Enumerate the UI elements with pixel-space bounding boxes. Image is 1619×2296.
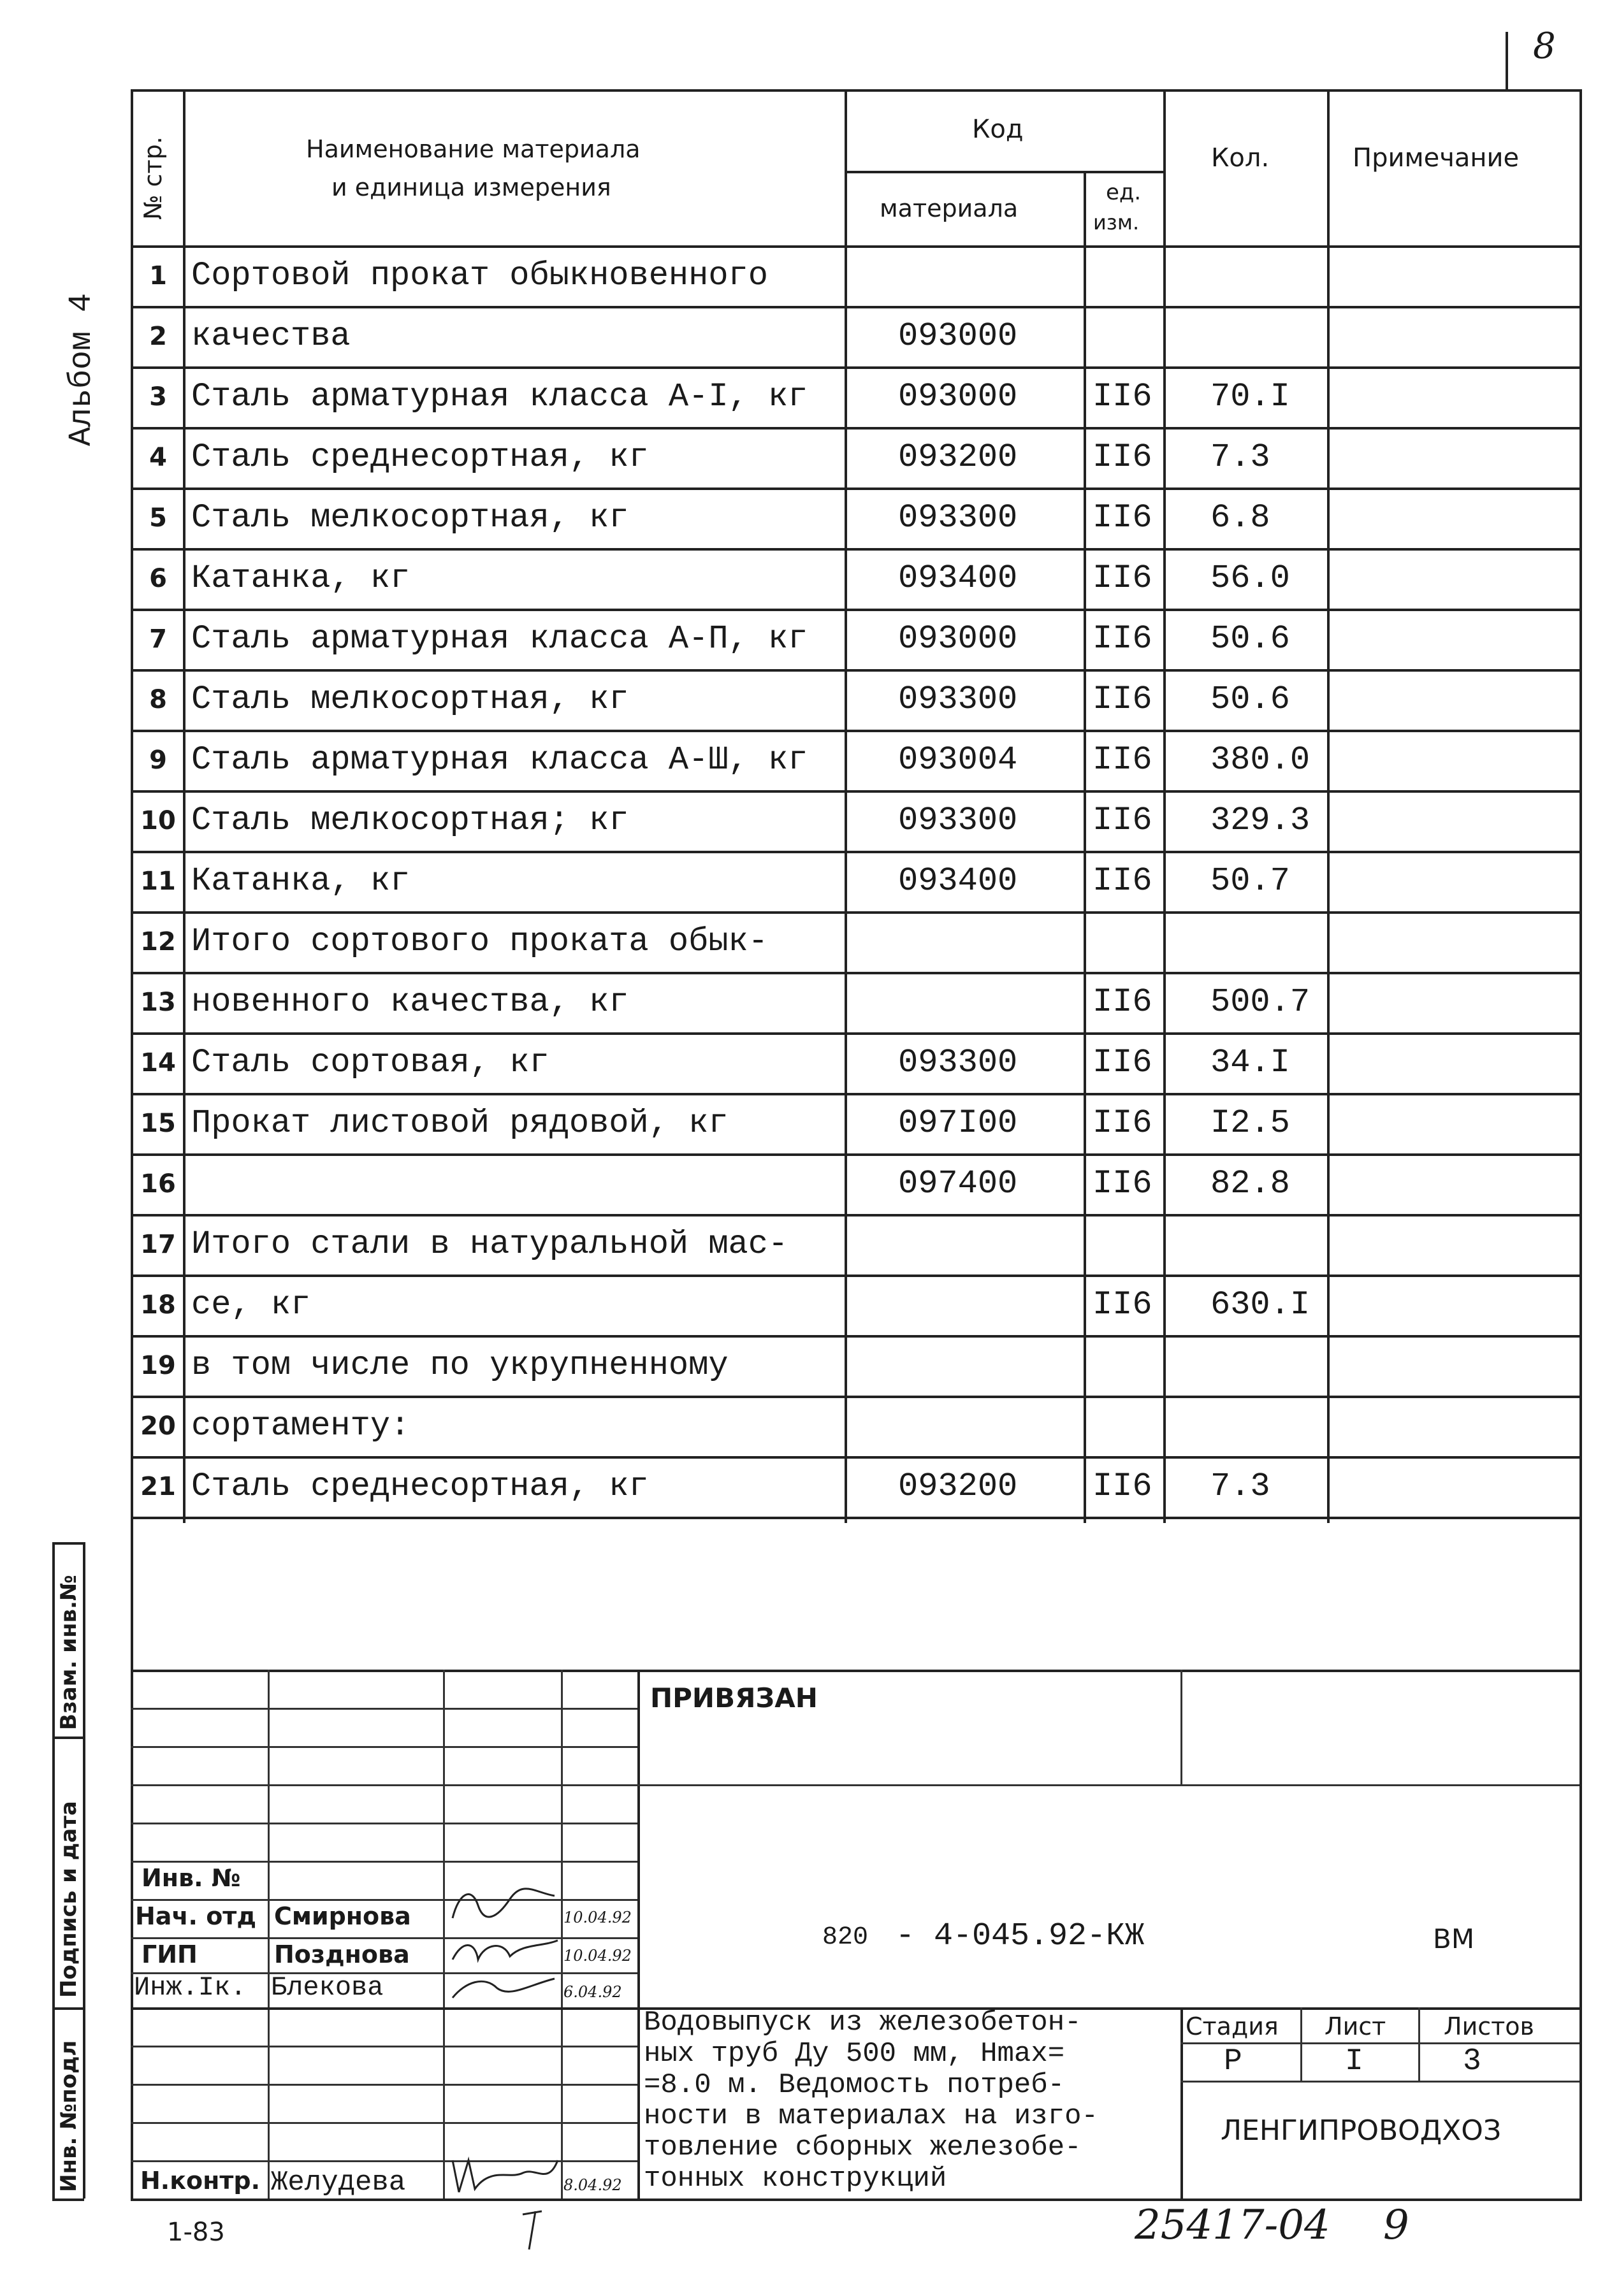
row-name: Сталь среднесортная, кг bbox=[191, 1468, 649, 1505]
role-2: ГИП bbox=[142, 1940, 198, 1968]
row-qty: I2.5 bbox=[1210, 1104, 1290, 1142]
row-unit: II6 bbox=[1093, 862, 1152, 900]
row-qty: 50.7 bbox=[1210, 862, 1290, 900]
sheets-label: Листов bbox=[1444, 2012, 1534, 2040]
row-name: Сталь сортовая, кг bbox=[191, 1044, 549, 1081]
row-name: Итого стали в натуральной мас- bbox=[191, 1225, 788, 1263]
row-number: 4 bbox=[149, 442, 167, 472]
row-number: 11 bbox=[140, 866, 176, 896]
row-code: 093200 bbox=[898, 1468, 1018, 1505]
row-unit bbox=[1086, 1214, 1169, 1274]
col-header-name-1: Наименование материала bbox=[306, 135, 641, 163]
row-name: новенного качества, кг bbox=[191, 983, 629, 1021]
date-2: 10.04.92 bbox=[563, 1947, 632, 1965]
row-unit: II6 bbox=[1093, 1286, 1152, 1324]
description-line-4: ности в материалах на изго- bbox=[644, 2100, 1098, 2132]
row-qty: 630.I bbox=[1210, 1286, 1310, 1324]
row-qty: 82.8 bbox=[1210, 1165, 1290, 1202]
row-qty: 56.0 bbox=[1210, 560, 1290, 597]
row-unit: II6 bbox=[1093, 802, 1152, 839]
row-qty: 500.7 bbox=[1210, 983, 1310, 1021]
row-divider bbox=[131, 1517, 1582, 1519]
inv-no-label: Инв. № bbox=[142, 1864, 241, 1892]
side-label-inv-podl: Инв. №подл bbox=[56, 2040, 82, 2192]
row-number: 6 bbox=[149, 563, 167, 593]
row-qty bbox=[1166, 306, 1370, 366]
row-qty: 6.8 bbox=[1210, 499, 1270, 537]
description-line-1: Водовыпуск из железобетон- bbox=[644, 2007, 1082, 2039]
row-unit: II6 bbox=[1093, 1104, 1152, 1142]
row-number: 12 bbox=[140, 927, 176, 957]
row-unit: II6 bbox=[1093, 741, 1152, 779]
privyazan-label: ПРИВЯЗАН bbox=[650, 1682, 818, 1714]
row-qty bbox=[1166, 245, 1370, 306]
row-qty: 50.6 bbox=[1210, 681, 1290, 718]
row-unit bbox=[1086, 1335, 1169, 1396]
handwritten-mark bbox=[516, 2205, 555, 2256]
col-header-name-2: и единица измерения bbox=[331, 173, 611, 201]
row-name: Итого сортового проката обык- bbox=[191, 923, 768, 960]
row-unit bbox=[1086, 911, 1169, 972]
row-code: 093300 bbox=[898, 802, 1018, 839]
nkontr-name: Желудева bbox=[271, 2167, 406, 2199]
row-name: Катанка, кг bbox=[191, 560, 410, 597]
col-header-code-material: материала bbox=[880, 194, 1019, 222]
row-code: 097I00 bbox=[898, 1104, 1018, 1142]
row-qty bbox=[1166, 1335, 1370, 1396]
row-name: Сталь мелкосортная, кг bbox=[191, 681, 629, 718]
row-number: 17 bbox=[140, 1229, 176, 1259]
doc-suffix: ВМ bbox=[1433, 1923, 1475, 1954]
row-code: 093300 bbox=[898, 499, 1018, 537]
row-unit: II6 bbox=[1093, 499, 1152, 537]
row-qty bbox=[1166, 1396, 1370, 1456]
date-3: 6.04.92 bbox=[563, 1983, 622, 2001]
organization: ЛЕНГИПРОВОДХОЗ bbox=[1221, 2114, 1502, 2147]
row-code: 093400 bbox=[898, 560, 1018, 597]
row-name: Сортовой прокат обыкновенного bbox=[191, 257, 768, 294]
doc-code: - 4-045.92-КЖ bbox=[896, 1918, 1145, 1954]
col-header-num: № стр. bbox=[139, 136, 167, 220]
row-code: 093000 bbox=[898, 317, 1018, 355]
col-header-note: Примечание bbox=[1353, 143, 1520, 173]
name-1: Смирнова bbox=[274, 1902, 411, 1930]
row-number: 2 bbox=[149, 321, 167, 351]
row-number: 21 bbox=[140, 1471, 176, 1501]
side-label-vzam: Взам. инв.№ bbox=[56, 1575, 82, 1730]
row-number: 13 bbox=[140, 987, 176, 1017]
row-qty bbox=[1166, 911, 1370, 972]
row-qty: 70.I bbox=[1210, 378, 1290, 415]
sheet-label: Лист bbox=[1325, 2012, 1386, 2040]
row-name: качества bbox=[191, 317, 351, 355]
row-unit: II6 bbox=[1093, 378, 1152, 415]
stamp-number: 25417-04 bbox=[1135, 2202, 1330, 2249]
row-name: Сталь мелкосортная, кг bbox=[191, 499, 629, 537]
row-qty: 34.I bbox=[1210, 1044, 1290, 1081]
row-name: Катанка, кг bbox=[191, 862, 410, 900]
description-line-6: тонных конструкций bbox=[644, 2163, 947, 2195]
row-unit: II6 bbox=[1093, 560, 1152, 597]
row-qty: 7.3 bbox=[1210, 1468, 1270, 1505]
row-number: 15 bbox=[140, 1108, 176, 1138]
row-number: 1 bbox=[149, 261, 167, 291]
row-number: 7 bbox=[149, 624, 167, 654]
signature-blekova bbox=[446, 1969, 561, 2007]
sheet-value: I bbox=[1345, 2044, 1363, 2079]
date-1: 10.04.92 bbox=[563, 1909, 632, 1926]
row-name bbox=[191, 1153, 841, 1214]
row-unit: II6 bbox=[1093, 620, 1152, 658]
row-code: 093300 bbox=[898, 1044, 1018, 1081]
page-number: 8 bbox=[1533, 25, 1556, 67]
row-unit bbox=[1086, 1396, 1169, 1456]
row-unit: II6 bbox=[1093, 1468, 1152, 1505]
footer-left-code: 1-83 bbox=[167, 2218, 225, 2247]
row-name: Прокат листовой рядовой, кг bbox=[191, 1104, 729, 1142]
row-name: Сталь мелкосортная; кг bbox=[191, 802, 629, 839]
signature-smirnova bbox=[446, 1880, 561, 1931]
row-unit: II6 bbox=[1093, 983, 1152, 1021]
row-unit: II6 bbox=[1093, 1165, 1152, 1202]
name-3: Блекова bbox=[271, 1972, 384, 2003]
stamp-sheet: 9 bbox=[1383, 2202, 1409, 2249]
row-number: 9 bbox=[149, 745, 167, 775]
row-number: 20 bbox=[140, 1411, 176, 1441]
col-header-unit-2: изм. bbox=[1093, 210, 1140, 235]
nkontr-role: Н.контр. bbox=[140, 2167, 261, 2195]
row-code: 093000 bbox=[898, 620, 1018, 658]
role-3: Инж.Iк. bbox=[134, 1972, 247, 2003]
col-header-qty: Кол. bbox=[1211, 143, 1270, 173]
row-number: 3 bbox=[149, 382, 167, 412]
name-2: Позднова bbox=[274, 1940, 410, 1968]
stage-value: Р bbox=[1224, 2044, 1242, 2079]
row-code: 093400 bbox=[898, 862, 1018, 900]
row-name: се, кг bbox=[191, 1286, 311, 1324]
row-qty: 380.0 bbox=[1210, 741, 1310, 779]
role-1: Нач. отд bbox=[135, 1902, 257, 1930]
description bbox=[644, 2007, 1098, 2195]
signature-zheludeva bbox=[446, 2148, 561, 2199]
col-header-code: Код bbox=[972, 115, 1024, 144]
row-name: в том числе по укрупненному bbox=[191, 1347, 729, 1384]
row-unit: II6 bbox=[1093, 438, 1152, 476]
row-name: Сталь арматурная класса А-П, кг bbox=[191, 620, 808, 658]
side-label-podpis: Подпись и дата bbox=[56, 1801, 82, 1998]
description-line-3: =8.0 м. Ведомость потреб- bbox=[644, 2069, 1065, 2101]
description-line-5: товление сборных железобе- bbox=[644, 2132, 1082, 2163]
row-unit: II6 bbox=[1093, 681, 1152, 718]
row-qty: 50.6 bbox=[1210, 620, 1290, 658]
row-code: 093004 bbox=[898, 741, 1018, 779]
album-label: Альбом 4 bbox=[64, 292, 100, 446]
row-unit bbox=[1086, 306, 1169, 366]
row-number: 14 bbox=[140, 1048, 176, 1078]
row-number: 18 bbox=[140, 1290, 176, 1320]
row-unit bbox=[1086, 245, 1169, 306]
row-code: 097400 bbox=[898, 1165, 1018, 1202]
stage-label: Стадия bbox=[1186, 2012, 1279, 2040]
row-number: 19 bbox=[140, 1350, 176, 1380]
col-header-unit-1: ед. bbox=[1106, 180, 1142, 205]
row-qty bbox=[1166, 1214, 1370, 1274]
row-number: 10 bbox=[140, 805, 176, 835]
row-name: сортаменту: bbox=[191, 1407, 410, 1445]
row-number: 5 bbox=[149, 503, 167, 533]
signature-pozdnova bbox=[446, 1934, 561, 1972]
row-code: 093000 bbox=[898, 378, 1018, 415]
row-name: Сталь среднесортная, кг bbox=[191, 438, 649, 476]
row-name: Сталь арматурная класса А-I, кг bbox=[191, 378, 808, 415]
row-code: 093300 bbox=[898, 681, 1018, 718]
row-code: 093200 bbox=[898, 438, 1018, 476]
row-name: Сталь арматурная класса А-Ш, кг bbox=[191, 741, 808, 779]
doc-prefix: 820 bbox=[822, 1923, 869, 1952]
row-number: 8 bbox=[149, 684, 167, 714]
sheets-value: 3 bbox=[1463, 2044, 1481, 2079]
description-line-2: ных труб Ду 500 мм, Hmax= bbox=[644, 2038, 1065, 2070]
nkontr-date: 8.04.92 bbox=[563, 2176, 622, 2194]
row-number: 16 bbox=[140, 1169, 176, 1199]
row-qty: 7.3 bbox=[1210, 438, 1270, 476]
row-qty: 329.3 bbox=[1210, 802, 1310, 839]
row-unit: II6 bbox=[1093, 1044, 1152, 1081]
